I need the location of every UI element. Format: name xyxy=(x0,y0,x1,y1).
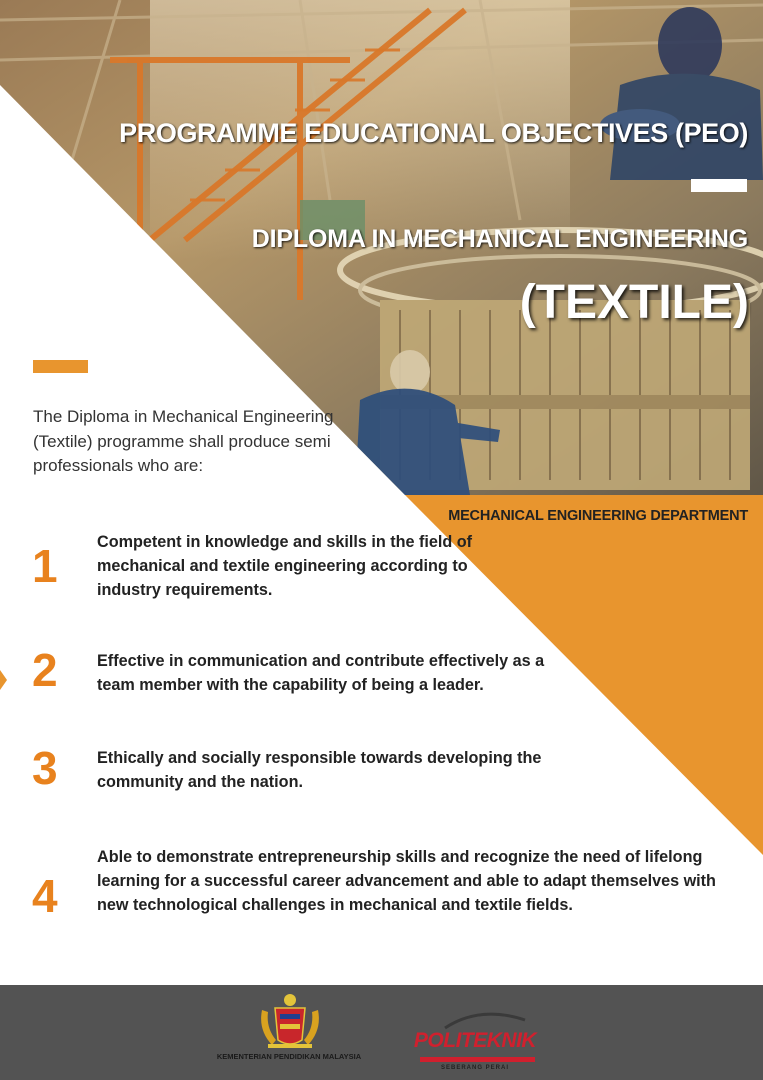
objective-number-4: 4 xyxy=(32,870,58,922)
programme-subtitle: (TEXTILE) xyxy=(519,276,749,329)
ministry-label: KEMENTERIAN PENDIDIKAN MALAYSIA xyxy=(216,1052,362,1061)
politeknik-logo-text: POLITEKNIK xyxy=(413,1029,537,1052)
objective-number-1: 1 xyxy=(32,540,58,592)
left-notch xyxy=(0,670,7,690)
objective-text-1: Competent in knowledge and skills in the field of mechanical and textile engineering according to industry requirements. xyxy=(97,533,473,599)
intro-accent-bar xyxy=(33,360,88,373)
objective-text-4: Able to demonstrate entrepreneurship skills and recognize the need of lifelong learning for a successful career advancement and able to adapt themselves with new technological challenges in mechanical and textile fields. xyxy=(97,848,716,914)
objective-text-2: Effective in communication and contribute effectively as a team member with the capability of being a leader. xyxy=(97,652,545,694)
department-label: MECHANICAL ENGINEERING DEPARTMENT xyxy=(448,508,748,524)
objective-number-3: 3 xyxy=(32,742,58,794)
intro-text: The Diploma in Mechanical Engineering (Textile) programme shall produce semi professionals who are: xyxy=(33,407,334,475)
footer xyxy=(0,985,763,1080)
programme-title: DIPLOMA IN MECHANICAL ENGINEERING xyxy=(251,225,748,253)
page-title: PROGRAMME EDUCATIONAL OBJECTIVES (PEO) xyxy=(119,118,748,148)
objective-number-2: 2 xyxy=(32,644,58,696)
title-divider xyxy=(691,179,747,192)
objective-text-3: Ethically and socially responsible towards developing the community and the nation. xyxy=(97,749,542,791)
politeknik-sub-text: SEBERANG PERAI xyxy=(440,1065,509,1071)
